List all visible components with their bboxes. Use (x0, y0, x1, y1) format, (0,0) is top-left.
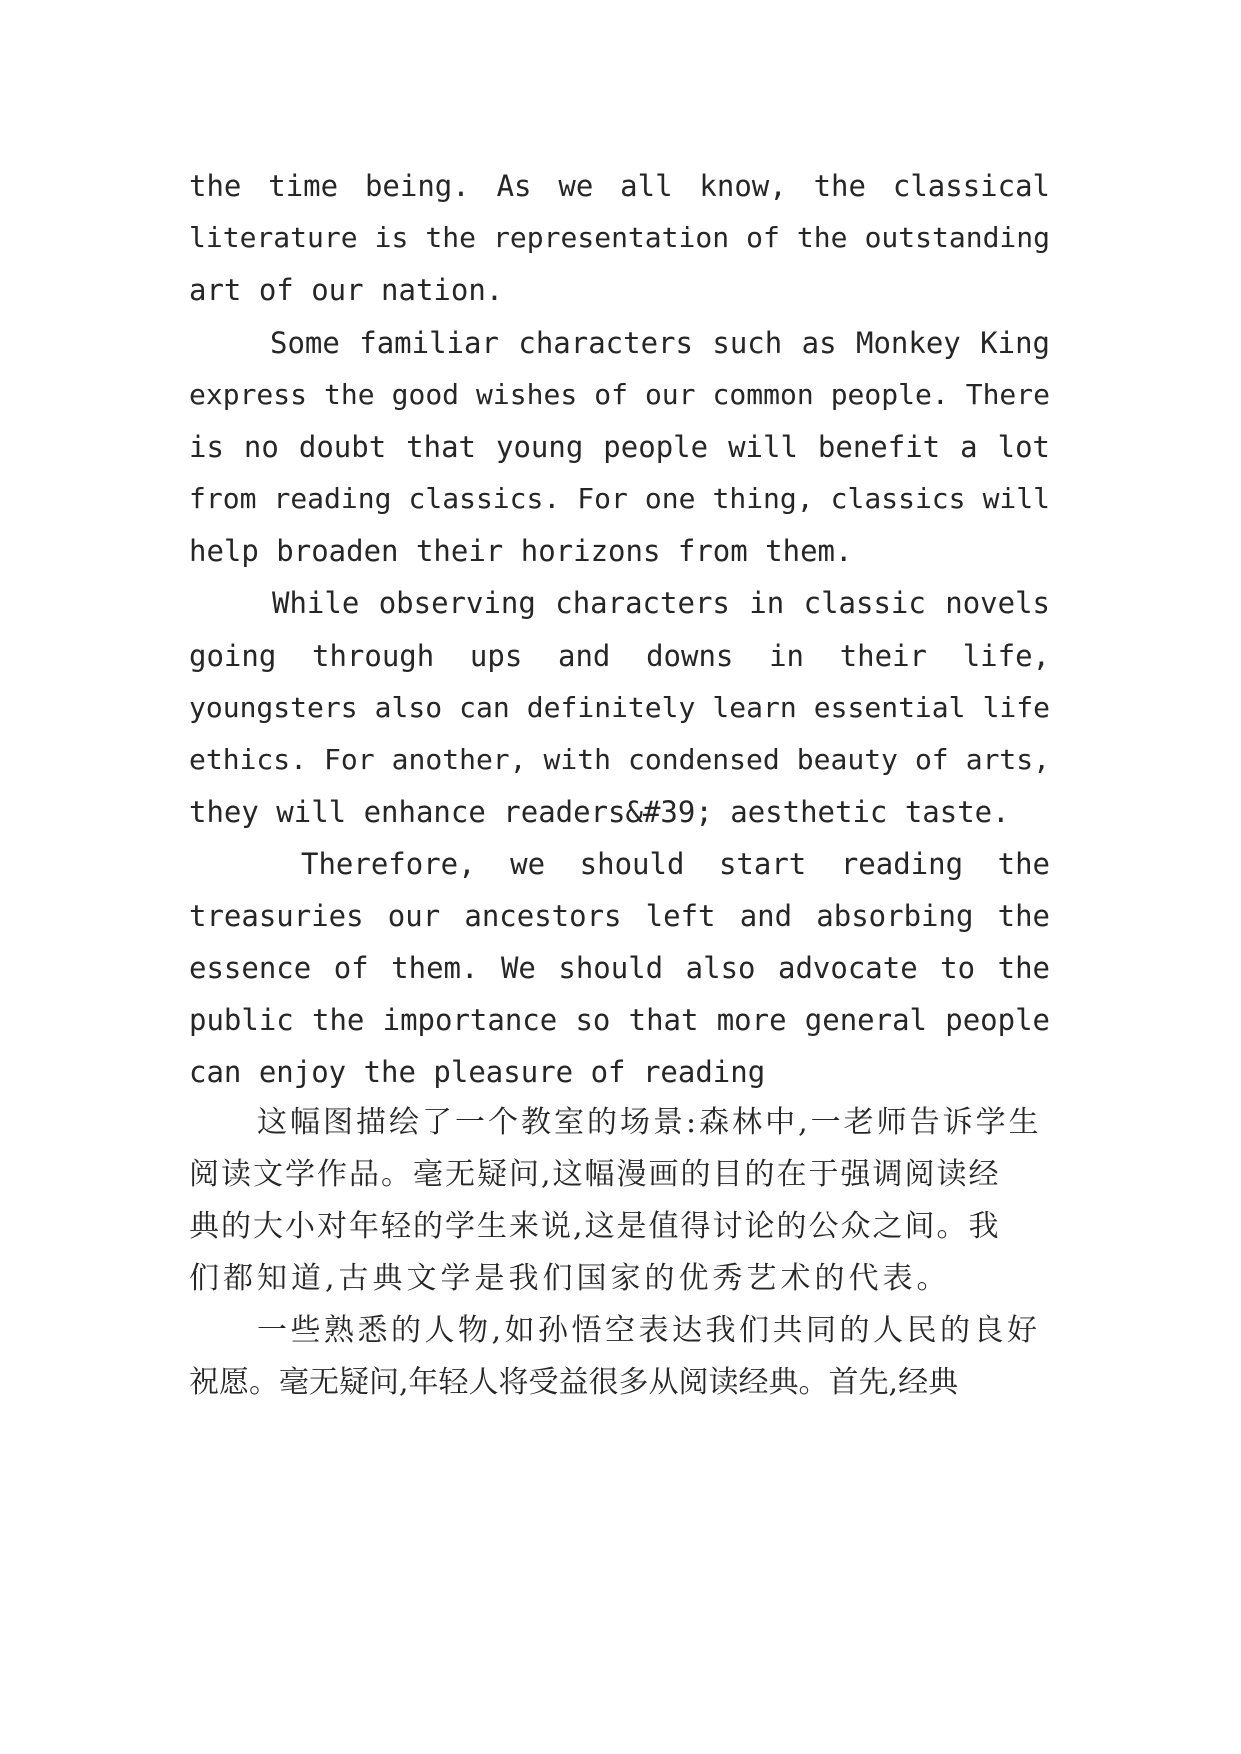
text-line: treasuries our ancestors left and absorbing the (189, 899, 1050, 933)
text-line: they will enhance readers&#39; aesthetic taste. (189, 795, 1010, 829)
paragraph-first-line: Some familiar characters such as Monkey King (270, 326, 1050, 360)
text-line: help broaden their horizons from them. (189, 534, 853, 568)
text-line: from reading classics. For one thing, classics will (189, 482, 1050, 515)
paragraph-first-line: 这幅图描绘了一个教室的场景:森林中,一老师告诉学生 (257, 1105, 1042, 1140)
text-line: the time being. As we all know, the classical (189, 169, 1050, 203)
text-line: express the good wishes of our common people. There (189, 378, 1050, 411)
text-line: 们都知道,古典文学是我们国家的优秀艺术的代表。 (189, 1261, 951, 1296)
text-line: ethics. For another, with condensed beauty of arts, (189, 743, 1050, 776)
paragraph-first-line: 一些熟悉的人物,如孙悟空表达我们共同的人民的良好 (257, 1313, 1041, 1348)
text-line: art of our nation. (189, 273, 504, 307)
text-line: is no doubt that young people will benefit a lot (189, 430, 1050, 464)
text-line: 典的大小对年轻的学生来说,这是值得讨论的公众之间。我 (189, 1209, 1001, 1244)
text-line: literature is the representation of the outstanding (189, 221, 1050, 254)
text-line: going through ups and downs in their life, (189, 639, 1050, 673)
text-line: 阅读文学作品。毫无疑问,这幅漫画的目的在于强调阅读经 (189, 1157, 1001, 1192)
text-line: 祝愿。毫无疑问,年轻人将受益很多从阅读经典。首先,经典 (189, 1365, 959, 1400)
paragraph-first-line: While observing characters in classic novels (272, 586, 1050, 620)
text-line: public the importance so that more general people (189, 1003, 1050, 1037)
text-line: essence of them. We should also advocate to the (189, 951, 1050, 985)
text-line: youngsters also can definitely learn essential life (189, 691, 1050, 724)
text-line: can enjoy the pleasure of reading (189, 1055, 766, 1089)
paragraph-first-line: Therefore, we should start reading the (301, 847, 1050, 881)
